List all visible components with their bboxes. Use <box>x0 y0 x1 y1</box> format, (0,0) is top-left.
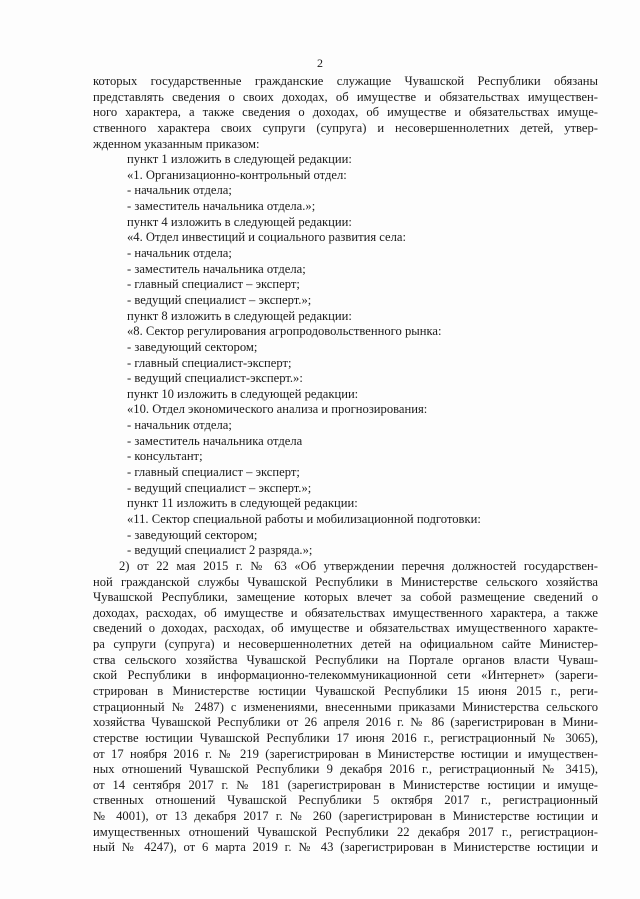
text-line: ного характера, а также сведения о доходах, об имуществе и обязательствах имуще- <box>93 105 598 120</box>
text-line: хозяйства Чувашской Республики от 26 апреля 2016 г. № 86 (зарегистрирован в Мини- <box>93 715 598 730</box>
text-line: которых государственные гражданские служащие Чувашской Республики обязаны <box>93 74 598 88</box>
text-line: страционный № 2487) с изменениями, внесенными приказами Министерства сельского <box>93 699 598 714</box>
text-line: ской Республики в информационно-телекоммуникационной сети «Интернет» (зареги- <box>93 668 598 683</box>
text-line: ный № 4247), от 6 марта 2019 г. № 43 (зарегистрирован в Министерстве юстиции и <box>93 840 598 855</box>
text-line: ственных отношений Чувашской Республики 5 октября 2017 г., регистрационный <box>93 793 598 808</box>
text-line: - консультант; <box>127 449 203 464</box>
text-line: от 14 сентября 2017 г. № 181 (зарегистрирован в Министерстве юстиции и имуще- <box>93 777 598 792</box>
text-line: Чувашской Республики, замещение которых влечет за собой размещение сведений о <box>93 590 598 605</box>
text-line: ных отношений Чувашской Республики 9 декабря 2016 г., регистрационный № 3415), <box>93 762 598 777</box>
text-line: - ведущий специалист-эксперт.»: <box>127 371 303 386</box>
text-line: пункт 4 изложить в следующей редакции: <box>127 214 352 229</box>
text-line: сведений о доходах, расходах, об имуществе и обязательствах имущественного характе- <box>93 621 598 636</box>
text-line: доходах, расходах, об имуществе и обязательствах имущественного характера, а также <box>93 605 598 620</box>
page-number: 2 <box>317 56 323 70</box>
text-line: - ведущий специалист – эксперт.»; <box>127 480 312 495</box>
text-line: - заместитель начальника отдела; <box>127 261 306 276</box>
document-body <box>93 74 598 856</box>
text-line: - заместитель начальника отдела <box>127 433 303 448</box>
text-line: пункт 10 изложить в следующей редакции: <box>127 386 359 401</box>
text-line: «10. Отдел экономического анализа и прогнозирования: <box>127 402 428 417</box>
text-line: пункт 8 изложить в следующей редакции: <box>127 308 352 323</box>
text-line: ственного характера своих супруги (супруга) и несовершеннолетних детей, утвер- <box>93 120 598 135</box>
text-line: - главный специалист – эксперт; <box>127 277 300 292</box>
text-line: - начальник отдела; <box>127 246 232 261</box>
text-line: ра супруги (супруга) и несовершеннолетних детей на официальном сайте Министер- <box>93 637 598 652</box>
text-line: - заместитель начальника отдела.»; <box>127 199 316 214</box>
text-line: - начальник отдела; <box>127 183 232 198</box>
text-line: - главный специалист – эксперт; <box>127 465 300 480</box>
text-line: № 4001), от 13 декабря 2017 г. № 260 (зарегистрирован в Министерстве юстиции и <box>93 809 598 824</box>
text-line: 2) от 22 мая 2015 г. № 63 «Об утверждении перечня должностей государствен- <box>119 558 598 573</box>
text-line: - заведующий сектором; <box>127 339 258 354</box>
text-line: «8. Сектор регулирования агропродовольственного рынка: <box>127 324 442 339</box>
text-line: имущественных отношений Чувашской Республики 22 декабря 2017 г., регистрацион- <box>93 824 598 839</box>
text-line: - ведущий специалист 2 разряда.»; <box>127 543 313 558</box>
text-line: стерстве юстиции Чувашской Республики 17 июня 2016 г., регистрационный № 3065), <box>93 730 598 745</box>
text-line: - заведующий сектором; <box>127 527 258 542</box>
text-line: пункт 1 изложить в следующей редакции: <box>127 152 352 167</box>
text-line: ной гражданской службы Чувашской Республики в Министерстве сельского хозяйства <box>93 574 598 589</box>
text-line: пункт 11 изложить в следующей редакции: <box>127 496 358 511</box>
text-line: представлять сведения о своих доходах, об имуществе и обязательствах имуществен- <box>93 89 598 104</box>
text-line: ства сельского хозяйства Чувашской Республики на Портале органов власти Чуваш- <box>93 652 598 667</box>
text-line: - начальник отдела; <box>127 418 232 433</box>
text-line: жденном указанным приказом: <box>93 136 260 151</box>
text-line: от 17 ноября 2016 г. № 219 (зарегистрирован в Министерстве юстиции и имуществен- <box>93 746 598 761</box>
text-line: «1. Организационно-контрольный отдел: <box>127 167 347 182</box>
text-line: «11. Сектор специальной работы и мобилизационной подготовки: <box>127 511 481 526</box>
text-line: - главный специалист-эксперт; <box>127 355 292 370</box>
text-line: - ведущий специалист – эксперт.»; <box>127 292 312 307</box>
text-line: «4. Отдел инвестиций и социального развития села: <box>127 230 406 245</box>
text-line: стрирован в Министерстве юстиции Чувашской Республики 15 июня 2015 г., реги- <box>93 683 598 698</box>
